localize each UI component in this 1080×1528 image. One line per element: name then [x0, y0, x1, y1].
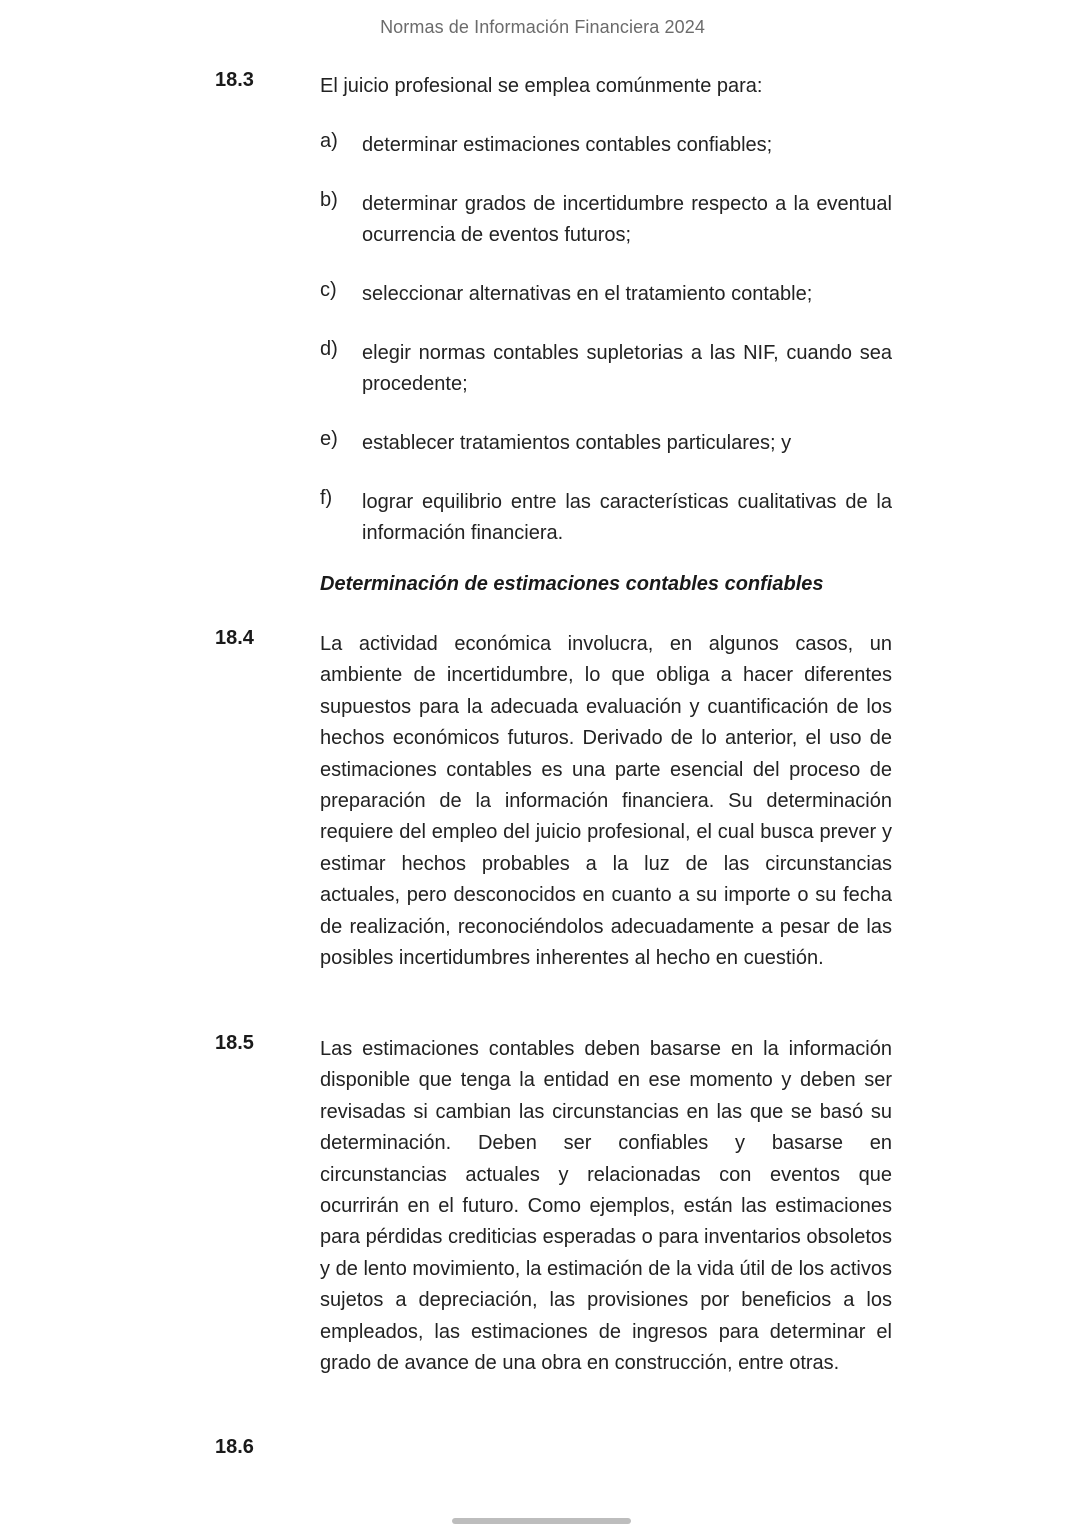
- list-text: elegir normas contables supletorias a las NIF, cuando sea procedente;: [362, 342, 892, 396]
- paragraph-18-4-text: La actividad económica involucra, en algunos casos, un ambiente de incertidumbre, lo que obliga a hacer diferentes supuestos para la adecuada evaluación y cuantificación de los hechos económicos futuros. Derivado de lo anterior, el uso de estimaciones contables es una parte esencial del proceso de preparación de la información financiera. Su determinación requiere del empleo del juicio profesional, el cual busca prever y estimar hechos probables a la luz de las circunstancias actuales, pero desconocidos en cuanto a su importe o su fecha de realización, reconociéndolos adecuadamente a pesar de las posibles incertidumbres inherentes al hecho en cuestión.: [320, 633, 892, 970]
- list-marker: e): [320, 428, 338, 450]
- list-text: determinar grados de incertidumbre respecto a la eventual ocurrencia de eventos futuros;: [362, 193, 892, 247]
- paragraph-number-18-4: 18.4: [215, 627, 254, 649]
- paragraph-18-3-intro: El juicio profesional se emplea comúnmente para:: [320, 75, 763, 97]
- list-marker: b): [320, 189, 338, 211]
- paragraph-number-18-5: 18.5: [215, 1032, 254, 1054]
- paragraph-18-5-text: Las estimaciones contables deben basarse en la información disponible que tenga la entidad en ese momento y deben ser revisadas si cambian las circunstancias en las que se basó su determinación. Deben ser confiables y basarse en circunstancias actuales y relacionadas con eventos que ocurrirán en el futuro. Como ejemplos, están las estimaciones para pérdidas crediticias esperadas o para inventarios obsoletos y de lento movimiento, la estimación de la vida útil de los activos sujetos a depreciación, las provisiones por beneficios a los empleados, las estimaciones de ingresos para determinar el grado de avance de una obra en construcción, entre otras.: [320, 1038, 892, 1375]
- paragraph-number-18-3: 18.3: [215, 69, 254, 91]
- list-marker: a): [320, 130, 338, 152]
- list-marker: d): [320, 338, 338, 360]
- list-marker: f): [320, 487, 333, 509]
- list-text: determinar estimaciones contables confiables;: [362, 134, 773, 156]
- section-subheading: Determinación de estimaciones contables confiables: [320, 573, 824, 595]
- paragraph-number-18-6: 18.6: [215, 1436, 254, 1458]
- list-text: establecer tratamientos contables particulares; y: [362, 432, 792, 454]
- list-text: lograr equilibrio entre las características cualitativas de la información financiera.: [362, 491, 892, 545]
- list-marker: c): [320, 279, 337, 301]
- page-header: Normas de Información Financiera 2024: [380, 17, 705, 37]
- home-indicator-bar[interactable]: [452, 1518, 631, 1524]
- list-text: seleccionar alternativas en el tratamiento contable;: [362, 283, 813, 305]
